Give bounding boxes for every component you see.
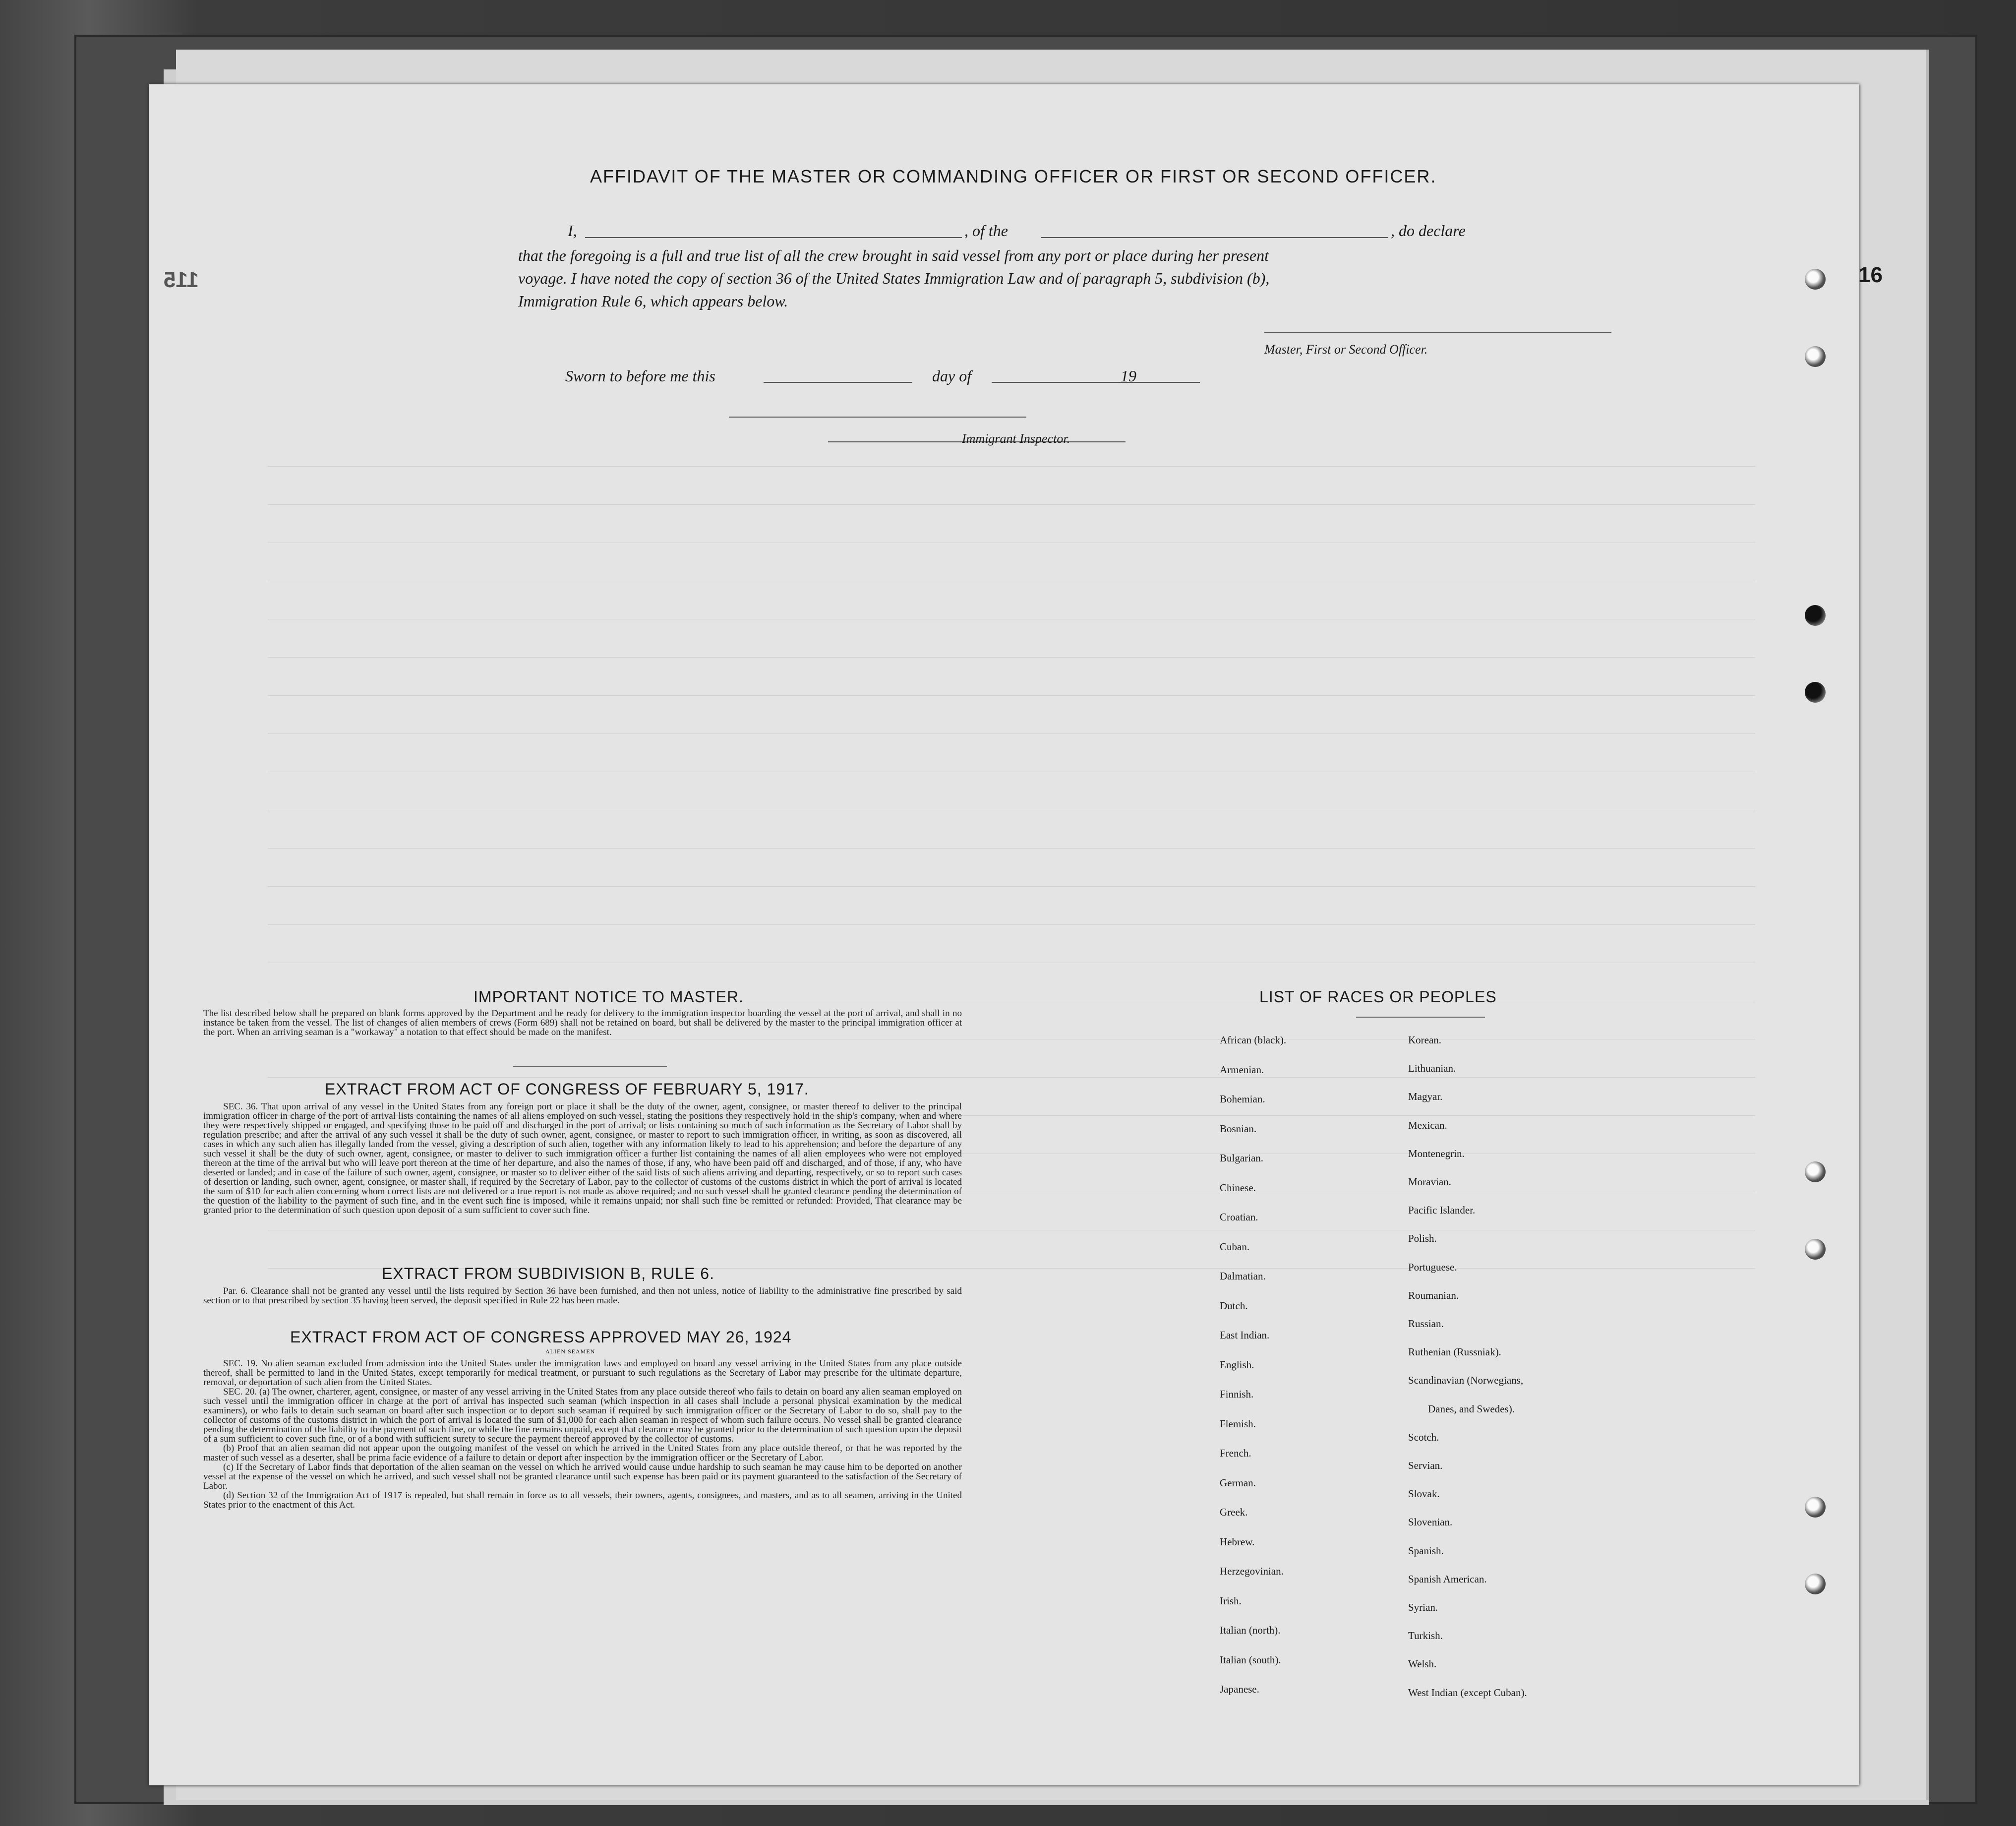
master-name-blank[interactable]: [585, 237, 962, 238]
race-item: Flemish.: [1220, 1417, 1256, 1430]
sec-20b-text: (b) Proof that an alien seaman did not appear upon the outgoing manifest of the vessel on which he arrived in the United States from any place outside thereof, or that he was reported by the master of such vessel as a deserter, shall be prima facie evidence of a failure to detain or deport after inspection by the immigration officer or the Secretary of Labor.: [203, 1443, 962, 1463]
race-item: Welsh.: [1408, 1658, 1437, 1670]
right-page-number: 16: [1858, 263, 1883, 287]
race-item: Irish.: [1220, 1594, 1242, 1607]
affidavit-line-2: that the foregoing is a full and true list of all the crew brought in said vessel from any port or place during her present: [518, 246, 1269, 264]
vessel-name-blank[interactable]: [1041, 237, 1388, 238]
extract-rule6-title: EXTRACT FROM SUBDIVISION B, RULE 6.: [382, 1265, 714, 1282]
sworn-month-blank[interactable]: [992, 382, 1200, 383]
bleed-through-rule: [268, 924, 1755, 925]
bleed-through-rule: [268, 657, 1755, 658]
officer-caption: Master, First or Second Officer.: [1264, 342, 1428, 357]
race-item: Turkish.: [1408, 1630, 1443, 1642]
sec-20a-text: SEC. 20. (a) The owner, charterer, agent, consignee, or master of any vessel arriving in the United States from any place outside thereof who fails to detain on board any alien seaman employed on such vessel until the immigration officer in charge at the port of arrival has inspected such seaman (which inspection in all cases shall include a personal physical examination by the medical examiners), or who fails to detain such seaman on board after such inspection or to deport such seaman if required by such immigration officer or the Secretary of Labor to do so, shall pay to the collector of customs of the customs district in which the port of arrival is located the sum of $1,000 for each alien seaman in respect of whom such failure occurs. No vessel shall be granted clearance pending the determination of the liability to the payment of such fine, or while the fine remains unpaid, except that clearance may be granted prior to the determination of such question upon the deposit of a sum sufficient to cover such fine, or of a bond with sufficient surety to secure the payment thereof approved by the collector of customs.: [203, 1387, 962, 1444]
race-item: Hebrew.: [1220, 1535, 1255, 1548]
races-title: LIST OF RACES OR PEOPLES: [1259, 988, 1497, 1006]
race-item: Dutch.: [1220, 1299, 1248, 1312]
race-item: Finnish.: [1220, 1388, 1254, 1400]
extract-1917-body: SEC. 36. That upon arrival of any vessel in the United States from any foreign port or place it shall be the duty of the owner, agent, consignee, or master thereof to deliver to the principal immigration officer in charge of the port of arrival lists containing the names of all aliens employed on such vessel, stating the positions they respectively hold in the ship's company, when and where they were respectively shipped or engaged, and specifying those to be paid off and discharged in the port of arrival; or lists containing so much of such information as the Secretary of Labor shall by regulation prescribe; and after the arrival of any such vessel it shall be the duty of such owner, agent, consignee, or master to report to such immigration officer, in writing, as soon as discovered, all cases in which any such alien has illegally landed from the vessel, giving a description of such alien, together with any information likely to lead to his apprehension; and before the departure of any such vessel it shall be the duty of such owner, agent, consignee, or master to deliver to such immigration officer a further list containing the names of all alien employees who were not employed thereon at the time of the arrival but who will leave port thereon at the time of her departure, and also the names of those, if any, who have been paid off and discharged, and of those, if any, who have deserted or landed; and in case of the failure of such owner, agent, consignee, or master so to deliver either of the said lists of such aliens arriving and departing, respectively, or so to report such cases of desertion or landing, such owner, agent, consignee, or master shall, if required by the Secretary of Labor, pay to the collector of customs of the customs district in which the port of arrival is located the sum of $10 for each alien concerning whom correct lists are not delivered or a true report is not made as above required; and no such vessel shall be granted clearance pending the determination of the question of the liability to the payment of such fine, and in the event such fine is imposed, while it remains unpaid; nor shall such fine be remitted or refunded: Provided, That clearance may be granted prior to the determination of such question upon deposit of a sum sufficient to cover such fine.: [203, 1101, 962, 1216]
officer-signature-blank[interactable]: [1264, 332, 1611, 333]
race-item: Armenian.: [1220, 1063, 1264, 1076]
race-item: Portuguese.: [1408, 1261, 1457, 1273]
race-item: Japanese.: [1220, 1683, 1259, 1695]
race-item: Ruthenian (Russniak).: [1408, 1346, 1501, 1358]
race-item: Polish.: [1408, 1232, 1437, 1245]
bleed-through-rule: [268, 886, 1755, 887]
extract-1924-subtitle: ALIEN SEAMEN: [545, 1348, 595, 1355]
affidavit-line-3: voyage. I have noted the copy of section 36 of the United States Immigration Law and of paragraph 5, subdivision (b),: [518, 269, 1270, 287]
race-item: Spanish.: [1408, 1544, 1444, 1557]
binder-hole: [1805, 269, 1826, 290]
race-item: East Indian.: [1220, 1329, 1270, 1341]
inspector-signature-blank[interactable]: [729, 417, 1026, 418]
sworn-label: Sworn to before me this: [565, 367, 715, 385]
binder-hole: [1805, 682, 1826, 703]
affidavit-title: AFFIDAVIT OF THE MASTER OR COMMANDING OFFICER OR FIRST OR SECOND OFFICER.: [590, 166, 1437, 186]
race-item: Mexican.: [1408, 1119, 1447, 1131]
race-item: German.: [1220, 1476, 1256, 1489]
left-page-number: 115: [164, 268, 199, 292]
race-item: Bulgarian.: [1220, 1152, 1264, 1164]
race-item: Chinese.: [1220, 1181, 1256, 1194]
race-item: Lithuanian.: [1408, 1062, 1456, 1075]
race-item: Magyar.: [1408, 1091, 1443, 1103]
affidavit-line-4: Immigration Rule 6, which appears below.: [518, 292, 788, 310]
sworn-year-prefix: 19: [1121, 367, 1136, 385]
extract-1924-body: [203, 1359, 962, 1510]
race-item: Greek.: [1220, 1506, 1248, 1518]
binder-hole: [1805, 1574, 1826, 1594]
race-item: Cuban.: [1220, 1240, 1250, 1253]
race-item: Scandinavian (Norwegians,: [1408, 1374, 1524, 1387]
race-item: West Indian (except Cuban).: [1408, 1686, 1527, 1699]
races-divider: [1356, 1017, 1485, 1018]
bleed-through-rule: [268, 504, 1755, 505]
race-item: Bohemian.: [1220, 1093, 1265, 1105]
race-item: Slovak.: [1408, 1488, 1440, 1500]
extract-rule6-body: Par. 6. Clearance shall not be granted any vessel until the lists required by Section 36 have been furnished, and then not unless, notice of liability to the administrative fine prescribed by said section or to that prescribed by section 35 having been served, the deposit specified in Rule 22 has been made.: [203, 1286, 962, 1306]
race-item: French.: [1220, 1447, 1251, 1459]
race-item: Danes, and Swedes).: [1428, 1402, 1515, 1415]
sec-20d-text: (d) Section 32 of the Immigration Act of 1917 is repealed, but shall remain in force as to all vessels, their owners, agents, consignees, and masters, and as to all seamen, arriving in the United States prior to the enactment of this Act.: [203, 1490, 962, 1510]
race-item: Syrian.: [1408, 1601, 1438, 1613]
race-item: Scotch.: [1408, 1431, 1439, 1443]
divider: [513, 1066, 667, 1067]
affidavit-of-the: , of the: [964, 222, 1008, 240]
binder-hole: [1805, 1497, 1826, 1518]
race-item: Italian (south).: [1220, 1653, 1281, 1666]
notice-title: IMPORTANT NOTICE TO MASTER.: [474, 988, 744, 1006]
bleed-through-rule: [268, 848, 1755, 849]
extract-1917-title: EXTRACT FROM ACT OF CONGRESS OF FEBRUARY 5, 1917.: [325, 1080, 809, 1098]
race-item: Servian.: [1408, 1460, 1443, 1471]
sec-20c-text: (c) If the Secretary of Labor finds that deportation of the alien seaman on the vessel on which he arrived would cause undue hardship to such seaman he may cause him to be deported on another vessel at the expense of the vessel on which he arrived, and such vessel shall not be granted clearance until such expense has been paid or its payment guaranteed to the satisfaction of the Secretary of Labor.: [203, 1462, 962, 1491]
race-item: Roumanian.: [1408, 1289, 1459, 1301]
sworn-day-blank[interactable]: [764, 382, 912, 383]
manifest-sheet: [149, 84, 1859, 1785]
race-item: Slovenian.: [1408, 1516, 1453, 1528]
race-item: Russian.: [1408, 1318, 1444, 1330]
race-item: Dalmatian.: [1220, 1270, 1266, 1282]
bleed-through-rule: [268, 695, 1755, 696]
binder-hole: [1805, 1239, 1826, 1260]
bleed-through-rule: [268, 733, 1755, 734]
binder-hole: [1805, 1161, 1826, 1182]
bleed-through-rule: [268, 1077, 1755, 1078]
race-item: Italian (north).: [1220, 1624, 1281, 1636]
race-item: English.: [1220, 1358, 1254, 1371]
affidavit-i-label: I,: [568, 222, 577, 240]
race-item: Herzegovinian.: [1220, 1565, 1284, 1577]
notice-body: The list described below shall be prepared on blank forms approved by the Department and be ready for delivery to the immigration inspector boarding the vessel at the port of arrival, and shall in no instance be taken from the vessel. The list of changes of alien members of crews (Form 689) shall not be retained on board, but shall be delivered by the master to the principal immigration officer at the port. When an arriving seaman is a "workaway" a notation to that effect should be made on the manifest.: [203, 1008, 962, 1037]
race-item: Korean.: [1408, 1034, 1442, 1046]
day-of-label: day of: [932, 367, 972, 385]
race-item: Croatian.: [1220, 1211, 1258, 1223]
bleed-through-rule: [268, 466, 1755, 467]
binder-hole: [1805, 346, 1826, 367]
inspector-caption: Immigrant Inspector.: [962, 431, 1070, 446]
extract-1924-title: EXTRACT FROM ACT OF CONGRESS APPROVED MAY 26, 1924: [290, 1328, 792, 1346]
race-item: Pacific Islander.: [1408, 1204, 1476, 1217]
race-item: Moravian.: [1408, 1176, 1451, 1188]
race-item: African (black).: [1220, 1034, 1287, 1046]
affidavit-do-declare: , do declare: [1391, 222, 1466, 240]
race-item: Bosnian.: [1220, 1122, 1257, 1135]
race-item: Montenegrin.: [1408, 1147, 1465, 1159]
binder-hole: [1805, 605, 1826, 626]
race-item: Spanish American.: [1408, 1573, 1487, 1585]
sec-19-text: SEC. 19. No alien seaman excluded from admission into the United States under the immigration laws and employed on board any vessel arriving in the United States from any place outside thereof, shall be permitted to land in the United States, except temporarily for medical treatment, or pursuant to such regulations as the Secretary of Labor may prescribe for the ultimate departure, removal, or deportation of such alien from the United States.: [203, 1358, 962, 1388]
